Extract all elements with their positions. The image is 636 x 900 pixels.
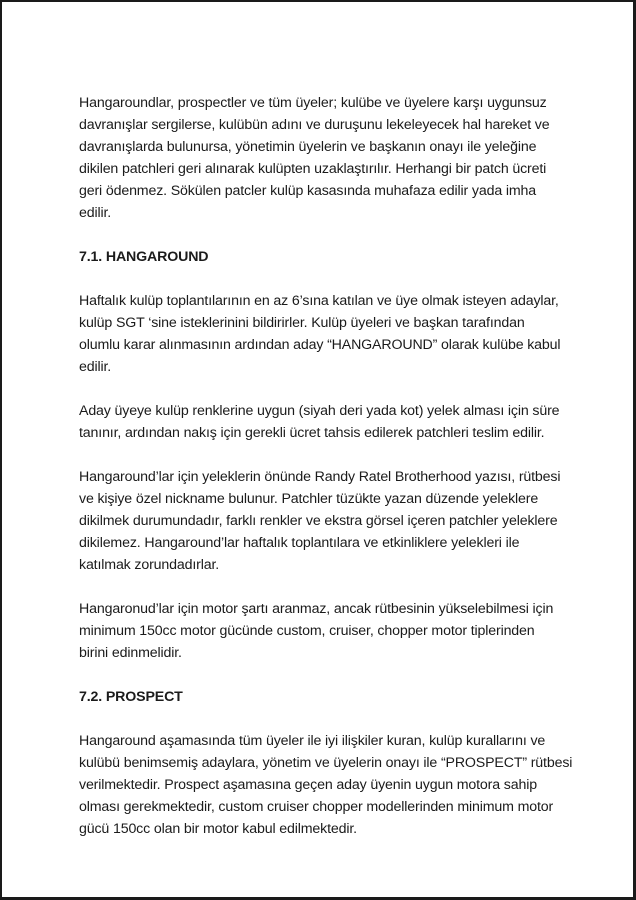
- text-line: Hangaroundlar, prospectler ve tüm üyeler; kulübe ve üyelere karşı uygunsuz: [79, 95, 547, 111]
- text-line: dikilemez. Hangaround’lar haftalık toplantılara ve etkinliklere yelekleri ile: [79, 535, 520, 551]
- text-line: edilir.: [79, 359, 112, 375]
- text-line: kulüp SGT ‘sine isteklerinini bildirirler. Kulüp üyeleri ve başkan tarafından: [79, 315, 525, 331]
- text-line: davranışlarda bulunursa, yönetimin üyelerin ve başkanın onayı ile yeleğine: [79, 139, 537, 155]
- text-line: dikilmek durumundadır, farklı renkler ve ekstra görsel içeren patchler yeleklere: [79, 513, 558, 529]
- text-line: Hangaronud’lar için motor şartı aranmaz, ancak rütbesinin yükselebilmesi için: [79, 601, 554, 617]
- paragraph-vest-colors: [79, 400, 579, 444]
- paragraph-vest-patches: [79, 466, 579, 576]
- text-line: olması gerekmektedir, custom cruiser chopper modellerinden minimum motor: [79, 799, 554, 815]
- text-line: katılmak zorundadırlar.: [79, 557, 220, 573]
- text-line: dikilen patchleri geri alınarak kulüpten uzaklaştırılır. Herhangi bir patch ücreti: [79, 161, 547, 177]
- text-line: edilir.: [79, 205, 112, 221]
- section-heading-hangaround: 7.1. HANGAROUND: [79, 249, 209, 265]
- text-line: davranışlar sergilerse, kulübün adını ve duruşunu lekeleyecek hal hareket ve: [79, 117, 550, 133]
- text-line: tanınır, ardından nakış için gerekli ücret tahsis edilerek patchleri teslim edilir.: [79, 425, 545, 441]
- document-body: [79, 92, 579, 862]
- text-line: Hangaround aşamasında tüm üyeler ile iyi ilişkiler kuran, kulüp kurallarını ve: [79, 733, 546, 749]
- text-line: geri ödenmez. Sökülen patcler kulüp kasasında muhafaza edilir yada imha: [79, 183, 537, 199]
- text-line: minimum 150cc motor gücünde custom, cruiser, chopper motor tiplerinden: [79, 623, 535, 639]
- text-line: kulübü benimsemiş adaylara, yönetim ve üyelerin onayı ile “PROSPECT” rütbesi: [79, 755, 573, 771]
- text-line: Hangaround’lar için yeleklerin önünde Randy Ratel Brotherhood yazısı, rütbesi: [79, 469, 561, 485]
- text-line: gücü 150cc olan bir motor kabul edilmektedir.: [79, 821, 357, 837]
- text-line: ve kişiye özel nickname bulunur. Patchler tüzükte yazan düzende yeleklere: [79, 491, 539, 507]
- paragraph-prospect: [79, 730, 579, 840]
- paragraph-misconduct: [79, 92, 579, 224]
- text-line: olumlu karar alınmasının ardından aday “HANGAROUND” olarak kulübe kabul: [79, 337, 561, 353]
- text-line: birini edinmelidir.: [79, 645, 182, 661]
- paragraph-hangaround-admission: [79, 290, 579, 378]
- paragraph-motor-requirement: [79, 598, 579, 664]
- text-line: Aday üyeye kulüp renklerine uygun (siyah deri yada kot) yelek alması için süre: [79, 403, 560, 419]
- section-heading-prospect: 7.2. PROSPECT: [79, 689, 183, 705]
- text-line: Haftalık kulüp toplantılarının en az 6’sına katılan ve üye olmak isteyen adaylar,: [79, 293, 559, 309]
- text-line: verilmektedir. Prospect aşamasına geçen aday üyenin uygun motora sahip: [79, 777, 537, 793]
